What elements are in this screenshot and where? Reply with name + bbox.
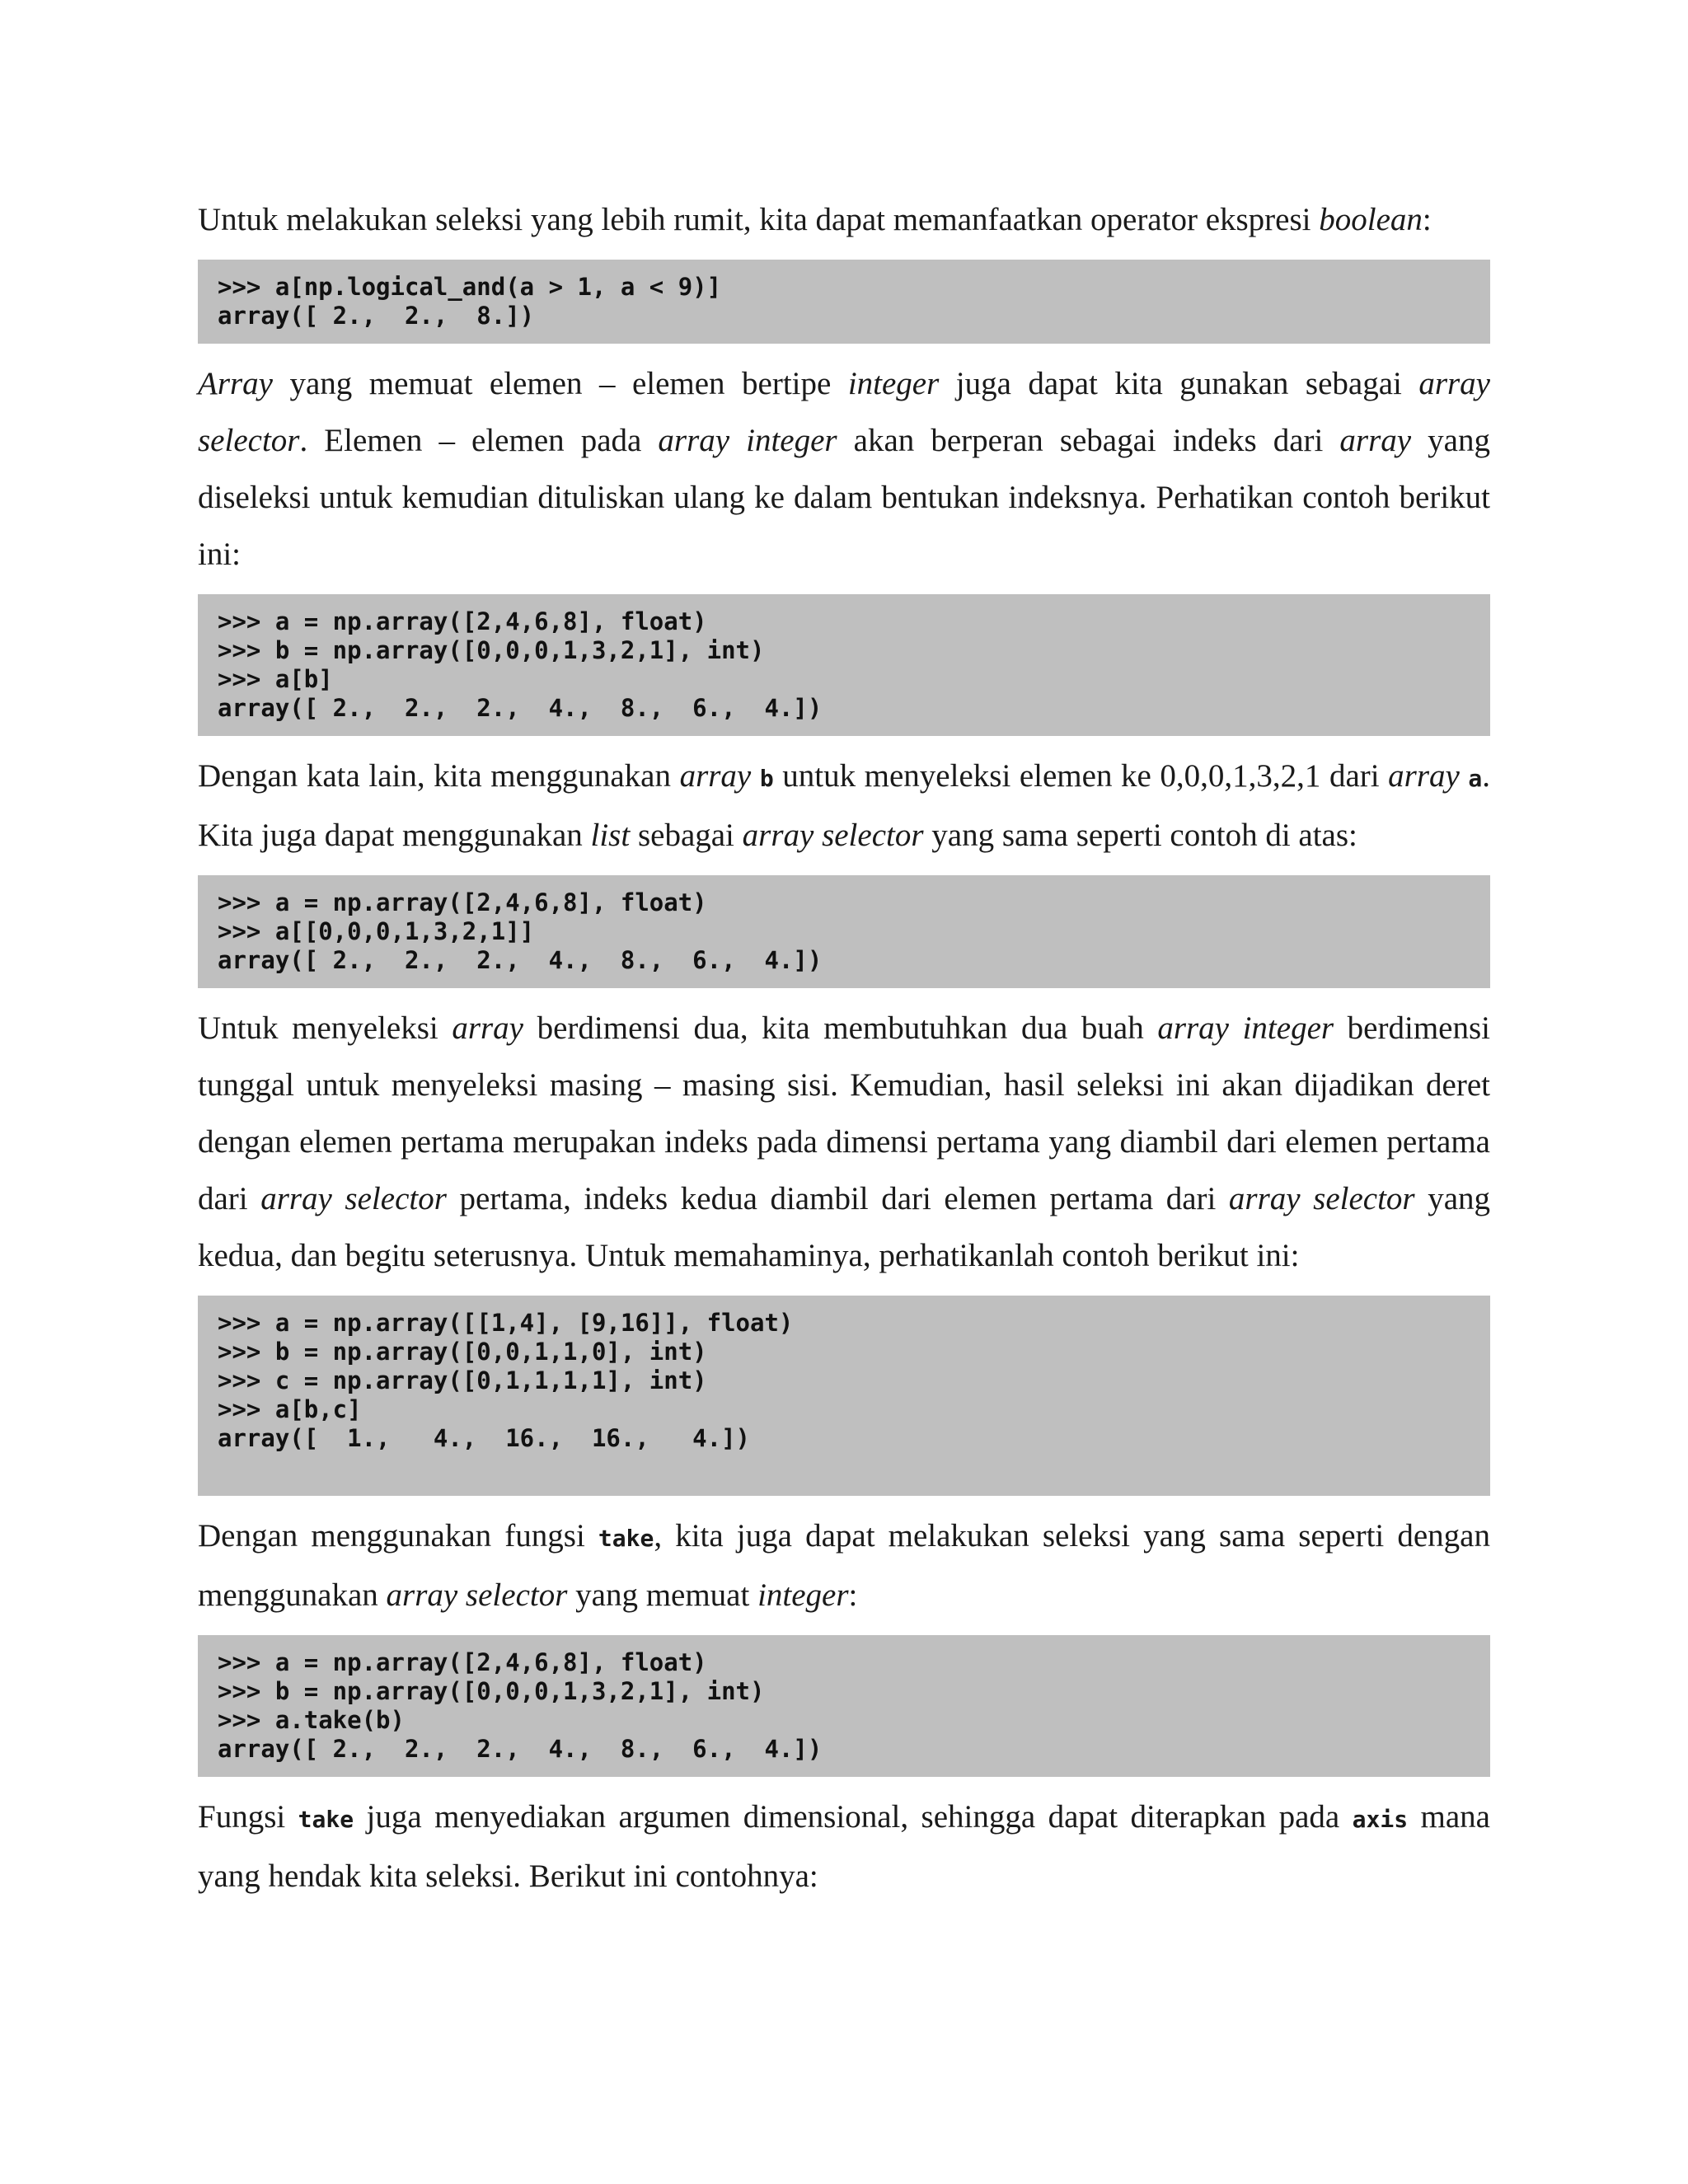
code-line: array([ 2., 2., 2., 4., 8., 6., 4.]) — [218, 694, 823, 722]
paragraph-two-dimensional-selection: Untuk menyeleksi array berdimensi dua, kita membutuhkan dua buah array integer berdimensi tunggal untuk menyeleksi masing – masing sisi. Kemudian, hasil seleksi ini akan dijadikan deret dengan elemen pertama merupakan indeks pada dimensi pertama yang diambil dari elemen pertama dari array selector pertama, indeks kedua diambil dari elemen pertama dari array selector yang kedua, dan begitu seterusnya. Untuk memahaminya, perhatikanlah contoh berikut ini: — [198, 1010, 1491, 1273]
code-line: >>> a[np.logical_and(a > 1, a < 9)] — [218, 273, 722, 301]
code-block-list-index — [198, 875, 1490, 988]
code-line: array([ 2., 2., 2., 4., 8., 6., 4.]) — [218, 1735, 823, 1763]
code-line: >>> b = np.array([0,0,0,1,3,2,1], int) — [218, 636, 765, 664]
code-line: >>> a = np.array([2,4,6,8], float) — [218, 888, 707, 916]
code-block-take — [198, 1635, 1490, 1777]
code-block-array-index — [198, 594, 1490, 736]
code-line: array([ 1., 4., 16., 16., 4.]) — [218, 1424, 751, 1452]
code-line: array([ 2., 2., 2., 4., 8., 6., 4.]) — [218, 946, 823, 974]
document-page — [198, 191, 1490, 1905]
paragraph-take-axis: Fungsi take juga menyediakan argumen dimensional, sehingga dapat diterapkan pada axis mana yang hendak kita seleksi. Berikut ini contohnya: — [198, 1799, 1490, 1894]
code-line: >>> a = np.array([[1,4], [9,16]], float) — [218, 1309, 794, 1337]
code-block-two-dimensional — [198, 1296, 1490, 1496]
code-line: >>> a = np.array([2,4,6,8], float) — [218, 1648, 707, 1676]
code-line: >>> a[b] — [218, 665, 333, 693]
paragraph-boolean-selection: Untuk melakukan seleksi yang lebih rumit, kita dapat memanfaatkan operator ekspresi boolean: — [198, 202, 1432, 237]
code-line: >>> c = np.array([0,1,1,1,1], int) — [218, 1366, 707, 1394]
paragraph-take-function: Dengan menggunakan fungsi take, kita juga dapat melakukan seleksi yang sama seperti dengan menggunakan array selector yang memuat integer: — [198, 1518, 1490, 1613]
code-line: >>> a[b,c] — [218, 1395, 362, 1423]
code-line: >>> b = np.array([0,0,1,1,0], int) — [218, 1338, 707, 1366]
code-line: array([ 2., 2., 8.]) — [218, 302, 535, 330]
code-line: >>> b = np.array([0,0,0,1,3,2,1], int) — [218, 1677, 765, 1705]
code-line: >>> a = np.array([2,4,6,8], float) — [218, 607, 707, 635]
code-block-logical-and — [198, 260, 1490, 344]
code-line: >>> a[[0,0,0,1,3,2,1]] — [218, 917, 535, 945]
paragraph-list-selector: Dengan kata lain, kita menggunakan array b untuk menyeleksi elemen ke 0,0,0,1,3,2,1 dari array a. Kita juga dapat menggunakan list sebagai array selector yang sama seperti contoh di atas: — [198, 758, 1491, 853]
code-line: >>> a.take(b) — [218, 1706, 405, 1734]
paragraph-integer-selector: Array yang memuat elemen – elemen bertipe integer juga dapat kita gunakan sebagai array selector. Elemen – elemen pada array integer akan berperan sebagai indeks dari array yang diseleksi untuk kemudian dituliskan ulang ke dalam bentukan indeksnya. Perhatikan contoh berikut ini: — [198, 366, 1490, 572]
